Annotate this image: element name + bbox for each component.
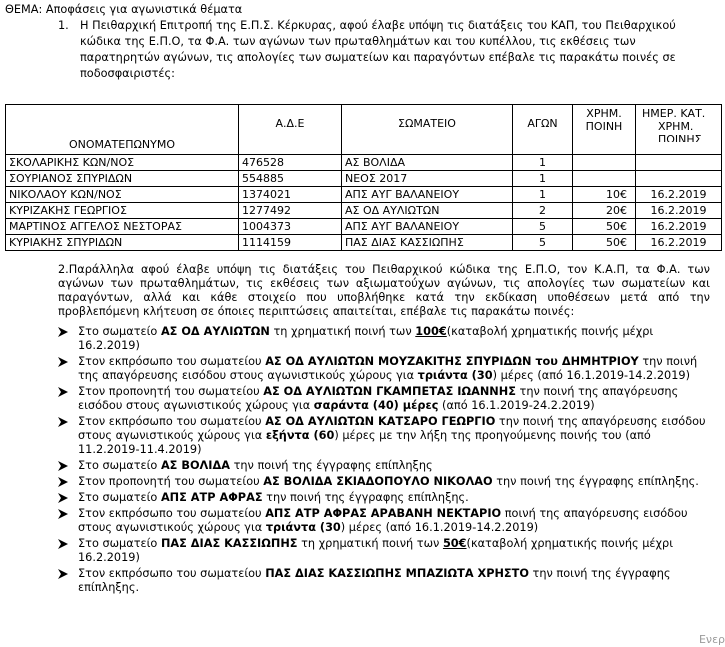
arrow-bullet-icon (58, 461, 68, 471)
cell-fine: 20€ (573, 203, 636, 219)
decision-part-c: τη χρηματική ποινή των (297, 537, 443, 550)
decision-amount: 50€ (442, 537, 467, 550)
arrow-bullet-icon (58, 569, 68, 579)
table-row (6, 219, 722, 235)
decision-part-d (443, 537, 467, 550)
table-row (6, 155, 722, 171)
section-1-line: Η Πειθαρχική Επιτροπή της Ε.Π.Σ. Κέρκυρας, αφού έλαβε υπόψη τις διατάξεις του ΚΑΠ, του Πειθαρχικού (80, 19, 676, 32)
decision-part-d: σαράντα (40) μέρες (313, 399, 439, 412)
decision-item (58, 415, 713, 457)
header-games: ΑΓΩΝ (513, 105, 573, 155)
section-1-line: παρατηρητών αγώνων, τις απολογίες των σωματείων και παραγόντων επέβαλε τις παρακάτω ποινές σε (80, 51, 676, 64)
decision-part-a: Στο σωματείο (78, 491, 161, 504)
cell-fine: 50€ (573, 219, 636, 235)
decision-part-b: ΠΑΣ ΔΙΑΣ ΚΑΣΣΙΩΠΗΣ ΜΠΑΖΙΩΤΑ ΧΡΗΣΤΟ (265, 567, 529, 580)
decision-part-c: την ποινή της απαγόρευσης εισόδου στους αγωνιστικούς χώρους για (78, 355, 698, 382)
cell-club: ΑΠΣ ΑΥΓ ΒΑΛΑΝΕΙΟΥ (342, 187, 513, 203)
section-2-line: παραγόντων, αλλά και κάθε στοιχείο που υποβλήθηκε κατά την εκδίκαση υποθέσεων μετά από την (58, 291, 710, 304)
decision-part-e: ) μέρες με την λήξη της προηγούμενης ποινής του (από 11.2.2019-11.4.2019) (78, 429, 651, 456)
decision-part-c: την ποινή της απαγόρευσης εισόδου στους αγωνιστικούς χώρους για (78, 385, 679, 412)
decision-part-a: Στον εκπρόσωπο του σωματείου (78, 355, 266, 368)
decision-part-e: ) μέρες (από 16.1.2019-14.2.2019) (340, 521, 539, 534)
header-fine-line2: ΠΟΙΝΗ (585, 120, 623, 133)
decision-item (58, 567, 713, 595)
cell-club: ΠΑΣ ΔΙΑΣ ΚΑΣΣΙΩΠΗΣ (342, 235, 513, 251)
cell-club: ΑΣ ΒΟΛΙΔΑ (342, 155, 513, 171)
cell-name: ΣΚΟΛΑΡΙΚΗΣ ΚΩΝ/ΝΟΣ (6, 155, 239, 171)
cell-name: ΚΥΡΙΖΑΚΗΣ ΓΕΩΡΓΙΟΣ (6, 203, 239, 219)
decision-part-a: Στον εκπρόσωπο του σωματείου (78, 415, 266, 428)
cell-date: 16.2.2019 (636, 219, 722, 235)
cell-fine: 10€ (573, 187, 636, 203)
table-row (6, 235, 722, 251)
decision-part-b: ΠΑΣ ΔΙΑΣ ΚΑΣΣΙΩΠΗΣ (160, 537, 298, 550)
arrow-bullet-icon (58, 387, 68, 397)
decision-part-a: Στο σωματείο (78, 537, 161, 550)
decision-part-c: τη χρηματική ποινή των (269, 325, 416, 338)
header-date (636, 105, 722, 155)
cell-name: ΜΑΡΤΙΝΟΣ ΑΓΓΕΛΟΣ ΝΕΣΤΟΡΑΣ (6, 219, 239, 235)
cell-name: ΚΥΡΙΑΚΗΣ ΣΠΥΡΙΔΩΝ (6, 235, 239, 251)
decision-item (58, 355, 713, 383)
decision-item (58, 491, 713, 505)
subject-heading: ΘΕΜΑ: Αποφάσεις για αγωνιστικά θέματα (5, 3, 243, 16)
penalties-table (5, 104, 722, 251)
cell-games: 1 (513, 171, 573, 187)
cell-games: 5 (513, 235, 573, 251)
decision-part-a: Στον εκπρόσωπο του σωματείου (78, 507, 266, 520)
section-2-line: 2.Παράλληλα αφού έλαβε υπόψη τις διατάξεις του Πειθαρχικού κώδικα της Ε.Π.Ο, τον Κ.Α.Π, τα Φ.Α. των (58, 263, 710, 276)
arrow-bullet-icon (58, 477, 68, 487)
header-club: ΣΩΜΑΤΕΙΟ (342, 105, 513, 155)
decisions-list (58, 325, 713, 597)
cell-club: ΝΕΟΣ 2017 (342, 171, 513, 187)
cell-fine: 50€ (573, 235, 636, 251)
table-row (6, 171, 722, 187)
decision-part-b: ΑΠΣ ΑΤΡ ΑΦΡΑΣ (160, 491, 263, 504)
decision-item (58, 507, 713, 535)
decision-part-e: (καταβολή χρηματικής ποινής μέχρι 16.2.2019) (78, 537, 674, 564)
decision-amount: 100€ (415, 325, 447, 338)
decision-part-c: την ποινή της έγγραφης επίπληξης (229, 459, 433, 472)
section-1-line: κώδικα της Ε.Π.Ο, τα Φ.Α. των αγώνων των πρωταθλημάτων και του κυπέλλου, τις εκθέσεις των (80, 35, 636, 48)
decision-part-a: Στο σωματείο (78, 325, 161, 338)
cell-games: 1 (513, 187, 573, 203)
header-ade: Α.Δ.Ε (239, 105, 342, 155)
header-date-line2: ΧΡΗΜ. (658, 120, 694, 133)
decision-part-e: ) μέρες (από 16.1.2019-14.2.2019) (492, 369, 690, 382)
decision-item (58, 385, 713, 413)
decision-part-b: ΑΣ ΒΟΛΙΔΑ ΣΚΙΑΔΟΠΟΥΛΟ ΝΙΚΟΛΑΟ (263, 475, 493, 488)
cell-fine (573, 155, 636, 171)
header-fine (573, 105, 636, 155)
arrow-bullet-icon (58, 509, 68, 519)
decision-part-b: ΑΣ ΟΔ ΑΥΛΙΩΤΩΝ ΜΟΥΖΑΚΙΤΗΣ ΣΠΥΡΙΔΩΝ του ΔΗΜΗΤΡΙΟΥ (265, 355, 639, 368)
cell-ade: 1374021 (239, 187, 342, 203)
decision-item (58, 459, 713, 473)
section-1-number: 1. (58, 19, 69, 32)
decision-part-d: τριάντα (30 (265, 521, 341, 534)
cell-date: 16.2.2019 (636, 203, 722, 219)
decision-part-b: ΑΣ ΒΟΛΙΔΑ (160, 459, 230, 472)
decision-part-c: την ποινή της έγγραφης επίπληξης. (492, 475, 699, 488)
cell-date (636, 155, 722, 171)
decision-part-a: Στον εκπρόσωπο του σωματείου (78, 567, 266, 580)
cell-games: 2 (513, 203, 573, 219)
arrow-bullet-icon (58, 539, 68, 549)
decision-part-d (415, 325, 446, 338)
decision-part-d: τριάντα (30 (417, 369, 493, 382)
cell-ade: 1114159 (239, 235, 342, 251)
decision-item (58, 325, 713, 353)
cell-club: ΑΣ ΟΔ ΑΥΛΙΩΤΩΝ (342, 203, 513, 219)
decision-part-d: εξήντα (60 (265, 429, 335, 442)
cell-ade: 1277492 (239, 203, 342, 219)
decision-part-b: ΑΣ ΟΔ ΑΥΛΙΩΤΩΝ ΚΑΤΣΑΡΟ ΓΕΩΡΓΙΟ (265, 415, 496, 428)
arrow-bullet-icon (58, 417, 68, 427)
header-date-line1: ΗΜΕΡ. ΚΑΤ. (642, 107, 706, 120)
cell-ade: 554885 (239, 171, 342, 187)
cell-name: ΣΟΥΡΙΑΝΟΣ ΣΠΥΡΙΔΩΝ (6, 171, 239, 187)
cell-date: 16.2.2019 (636, 187, 722, 203)
cell-games: 5 (513, 219, 573, 235)
cell-club: ΑΠΣ ΑΥΓ ΒΑΛΑΝΕΙΟΥ (342, 219, 513, 235)
decision-item (58, 475, 713, 489)
decision-part-b: ΑΣ ΟΔ ΑΥΛΙΩΤΩΝ ΓΚΑΜΠΕΤΑΣ ΙΩΑΝΝΗΣ (263, 385, 516, 398)
cell-ade: 1004373 (239, 219, 342, 235)
cell-date (636, 171, 722, 187)
header-date-line3: ΠΟΙΝΗΣ (658, 133, 702, 142)
decision-part-a: Στον προπονητή του σωματείου (78, 385, 264, 398)
table-row (6, 203, 722, 219)
table-row (6, 187, 722, 203)
header-name: ΟΝΟΜΑΤΕΠΩΝΥΜΟ (6, 105, 239, 155)
decision-part-e: (καταβολή χρηματικής ποινής μέχρι 16.2.2019) (78, 325, 654, 352)
decision-part-b: ΑΣ ΟΔ ΑΥΛΙΩΤΩΝ (160, 325, 270, 338)
cell-date: 16.2.2019 (636, 235, 722, 251)
cell-name: ΝΙΚΟΛΑΟΥ ΚΩΝ/ΝΟΣ (6, 187, 239, 203)
decision-part-e: (από 16.1.2019-24.2.2019) (438, 399, 595, 412)
arrow-bullet-icon (58, 357, 68, 367)
arrow-bullet-icon (58, 493, 68, 503)
cell-games: 1 (513, 155, 573, 171)
table-header-row (6, 105, 722, 155)
cell-ade: 476528 (239, 155, 342, 171)
decision-part-a: Στο σωματείο (78, 459, 161, 472)
decision-part-c: την ποινή της απαγόρευσης εισόδου στους αγωνιστικούς χώρους για (78, 415, 706, 442)
section-2 (58, 263, 710, 319)
cell-fine (573, 171, 636, 187)
decision-part-c: ποινή της απαγόρευσης εισόδου στους αγωνιστικούς χώρους για (78, 507, 688, 534)
section-2-line: αγώνων των πρωταθλημάτων, τις εκθέσεις των αξιωματούχων αγώνων, τις απολογίες των σωματείων και (58, 277, 710, 290)
section-2-line: προβλεπόμενη κλήτευση σε όποιες περιπτώσεις απαιτείται, επέβαλε τις παρακάτω ποινές: (58, 305, 575, 318)
decision-part-c: την ποινή της έγγραφης επίπληξης. (78, 567, 671, 594)
decision-part-b: ΑΠΣ ΑΤΡ ΑΦΡΑΣ ΑΡΑΒΑΝΗ ΝΕΚΤΑΡΙΟ (265, 507, 502, 520)
arrow-bullet-icon (58, 327, 68, 337)
decision-part-c: την ποινή της έγγραφης επίπληξης. (262, 491, 469, 504)
decision-item (58, 537, 713, 565)
header-fine-line1: ΧΡΗΜ. (586, 107, 622, 120)
section-1-line: ποδοσφαιριστές: (80, 67, 175, 80)
watermark-text: Ενερ (698, 633, 725, 646)
decision-part-a: Στον προπονητή του σωματείου (78, 475, 264, 488)
